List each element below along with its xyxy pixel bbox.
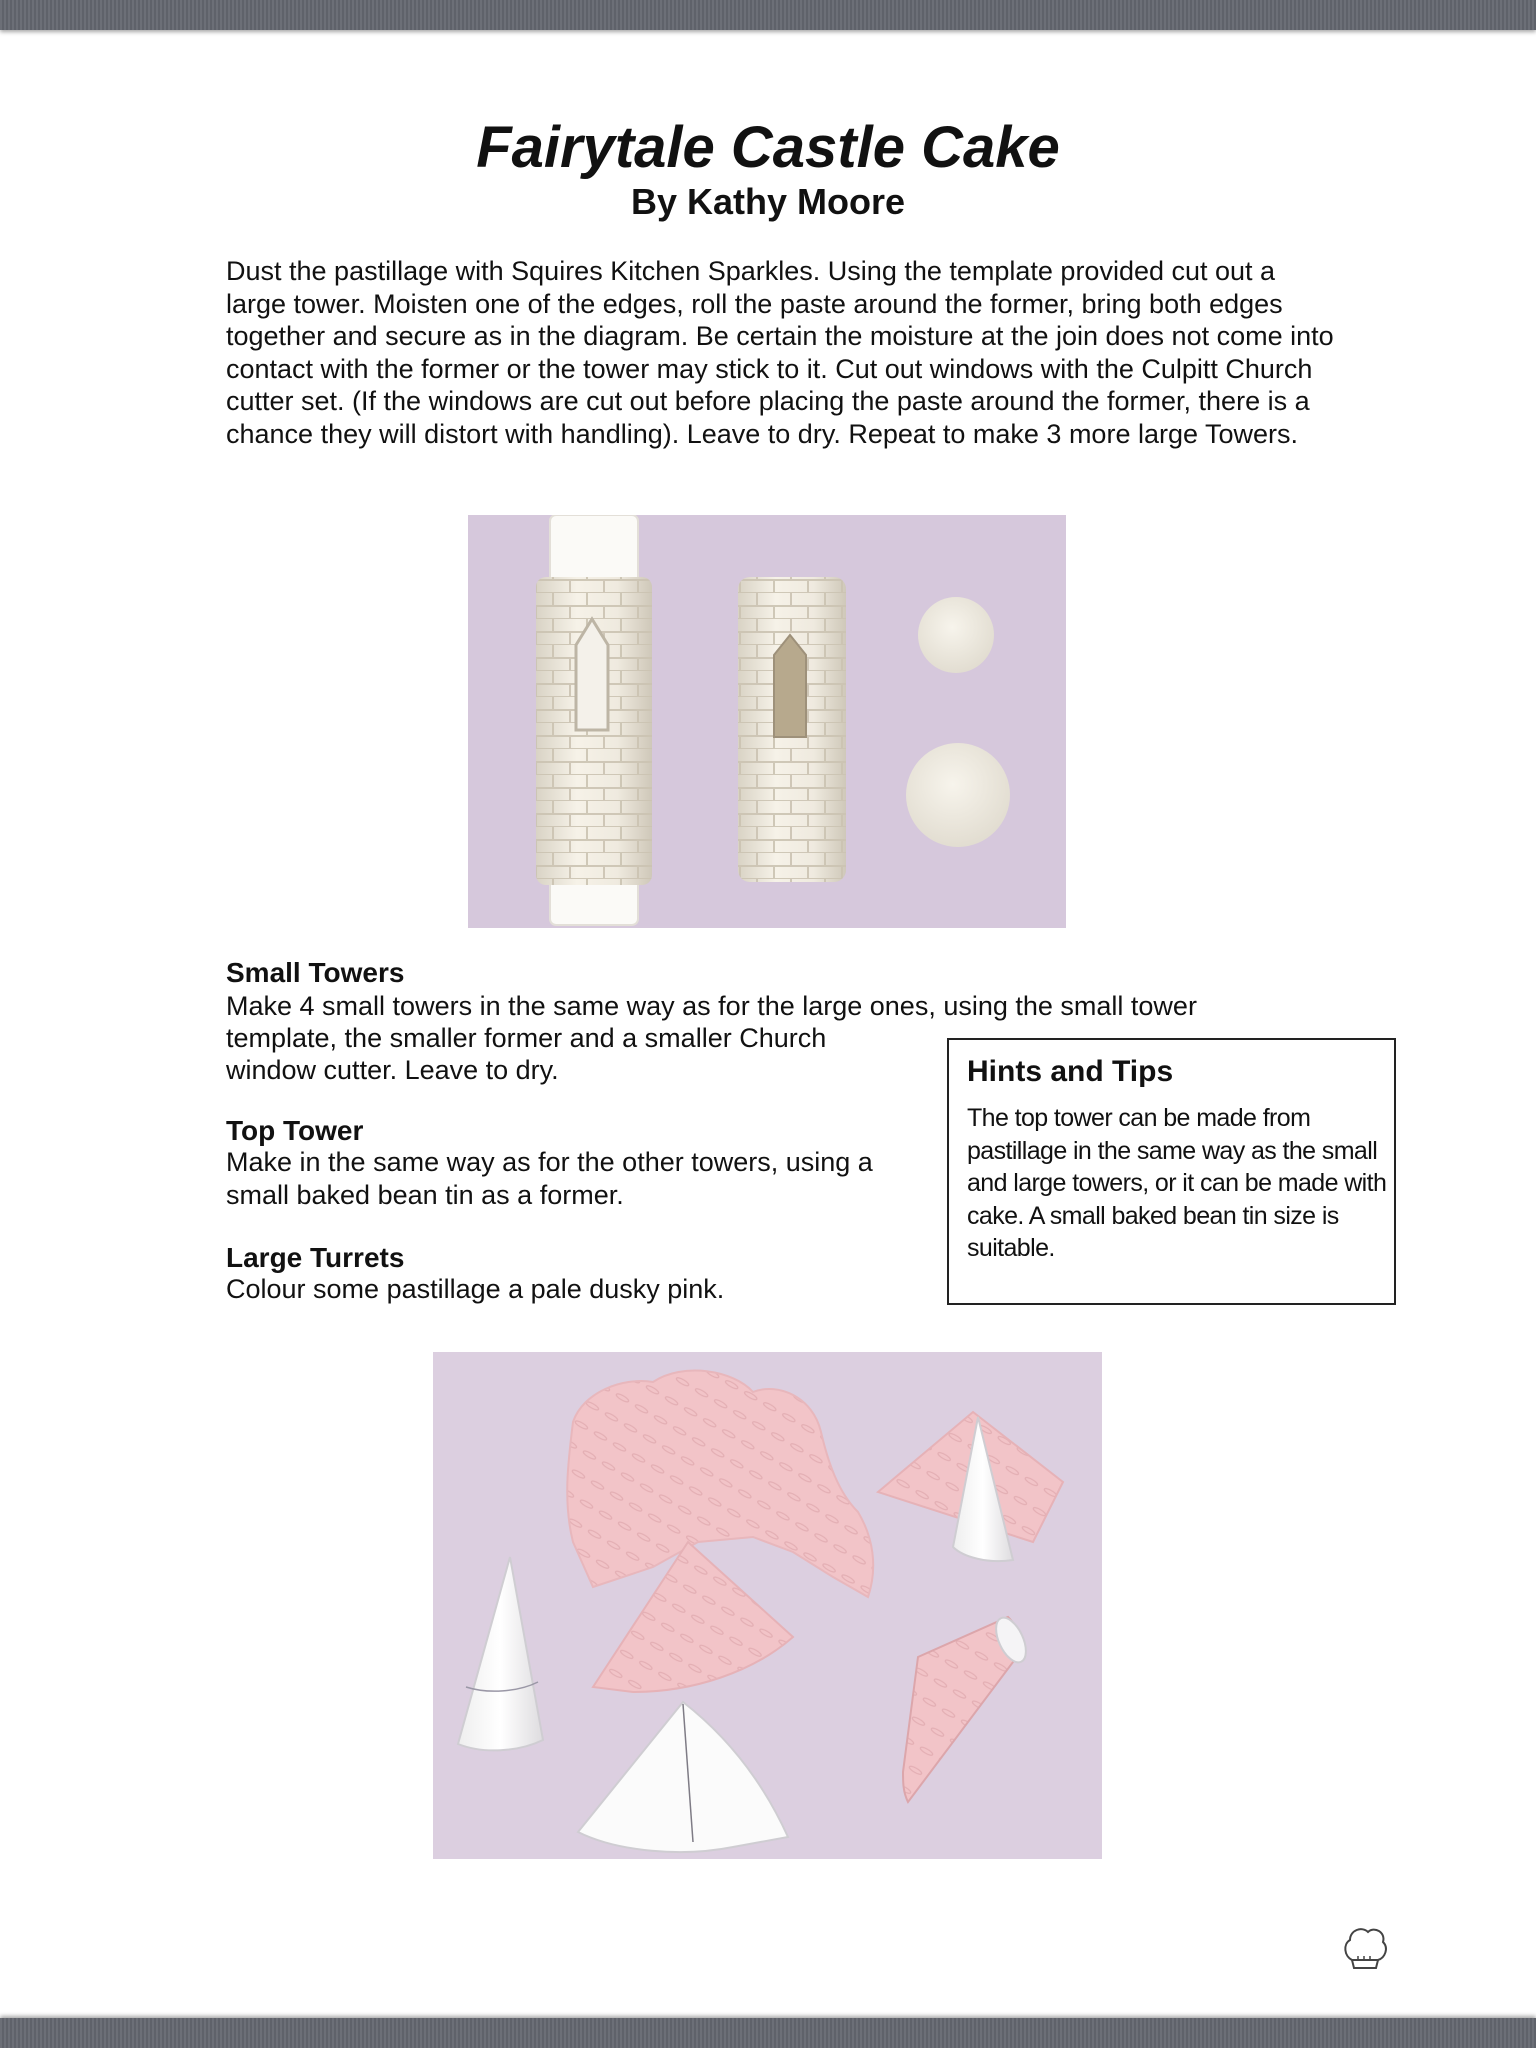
chef-hat-icon: [1340, 1922, 1390, 1972]
window-frame-top: [0, 0, 1536, 30]
hints-and-tips-box: [947, 1038, 1396, 1305]
towers-photo: [468, 515, 1066, 928]
top-tower-body: Make in the same way as for the other towers, using a small baked bean tin as a former.: [226, 1147, 873, 1210]
large-tower-right: [738, 577, 846, 882]
large-turrets-heading: Large Turrets: [226, 1242, 405, 1273]
large-turrets-body: Colour some pastillage a pale dusky pink.: [226, 1274, 725, 1304]
window-frame-bottom: [0, 2018, 1536, 2048]
small-towers-heading: Small Towers: [226, 957, 405, 988]
turrets-photo: [433, 1352, 1102, 1859]
pastillage-disc-small: [918, 597, 994, 673]
large-tower-left: [536, 577, 652, 885]
author-byline: By Kathy Moore: [630, 181, 906, 222]
top-tower-heading: Top Tower: [226, 1115, 364, 1146]
document-title: Fairytale Castle Cake: [476, 115, 1060, 180]
pastillage-disc-large: [906, 743, 1010, 847]
small-towers-body-line1: Make 4 small towers in the same way as for the large ones, using the small tower: [226, 991, 1197, 1021]
intro-paragraph: Dust the pastillage with Squires Kitchen Sparkles. Using the template provided cut out a large tower. Moisten one of the edges, roll the paste around the former, bring both edges together and secure as in the diagram. Be certain the moisture at the join does not come into contact with the former or the tower may stick to it. Cut out windows with the Culpitt Church cutter set. (If the windows are cut out before placing the paste around the former, there is a chance they will distort with handling). Leave to dry. Repeat to make 3 more large Towers.: [226, 256, 1334, 449]
small-towers-body-line2: template, the smaller former and a smaller Church: [226, 1023, 827, 1053]
hints-title: Hints and Tips: [967, 1055, 1174, 1088]
hints-body: The top tower can be made from pastillage in the same way as the small and large towers, or it can be made with cake. A small baked bean tin size is suitable.: [967, 1104, 1387, 1262]
small-towers-body-line3: window cutter. Leave to dry.: [226, 1055, 559, 1085]
